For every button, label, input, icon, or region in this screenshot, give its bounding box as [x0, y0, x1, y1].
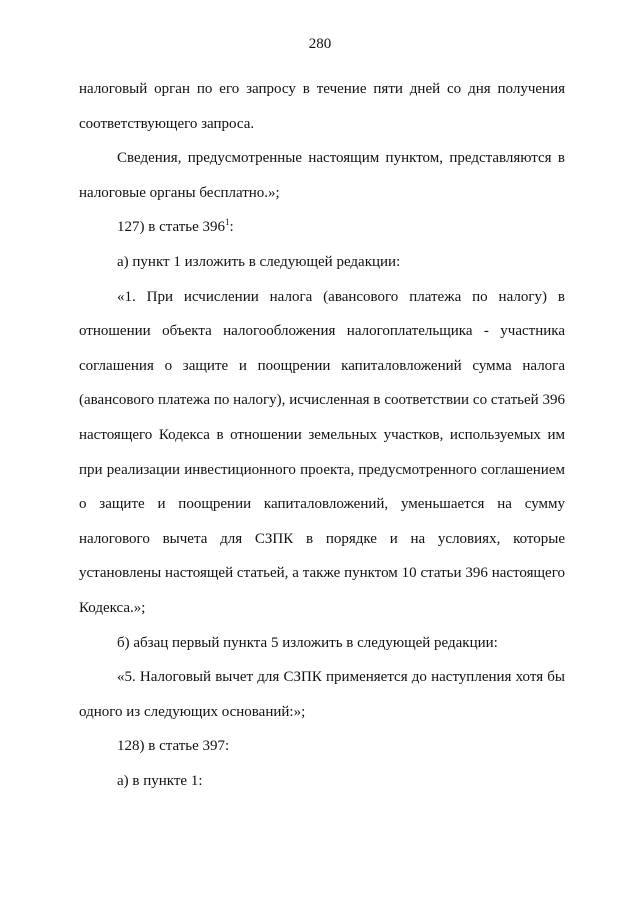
paragraph-subitem-b: б) абзац первый пункта 5 изложить в следующей редакции: — [117, 634, 498, 651]
paragraph-continuation: налоговый орган по его запросу в течение пяти дней со дня получения соответствующего запроса. — [79, 81, 565, 132]
paragraph-clause-5: «5. Налоговый вычет для СЗПК применяется до наступления хотя бы одного из следующих оснований:»; — [79, 669, 565, 720]
paragraph-item-128: 128) в статье 397: — [117, 738, 230, 755]
document-body — [79, 72, 565, 798]
item-127-text: 127) в статье 396 — [117, 219, 226, 236]
paragraph-subitem-a: а) пункт 1 изложить в следующей редакции: — [117, 253, 401, 270]
paragraph-item-127 — [79, 210, 565, 245]
paragraph-clause-1: «1. При исчислении налога (авансового платежа по налогу) в отношении объекта налогообложения налогоплательщика - участника соглашения о защите и поощрении капиталовложений сумма налога (авансового платежа по налогу), исчисленная в соответствии со статьей 396 настоящего Кодекса в отношении земельных участков, используемых им при реализации инвестиционного проекта, предусмотренного соглашением о защите и поощрении капиталовложений, уменьшается на сумму налогового вычета для СЗПК в порядке и на условиях, которые установлены настоящей статьей, а также пунктом 10 статьи 396 настоящего Кодекса.»; — [79, 288, 565, 616]
item-127-colon: : — [229, 219, 234, 236]
paragraph-subitem-a-2: а) в пункте 1: — [117, 772, 203, 789]
page-number: 280 — [308, 36, 332, 52]
paragraph-info-free: Сведения, предусмотренные настоящим пунктом, представляются в налоговые органы бесплатно.»; — [79, 150, 565, 201]
article-superscript: 1 — [225, 217, 230, 228]
